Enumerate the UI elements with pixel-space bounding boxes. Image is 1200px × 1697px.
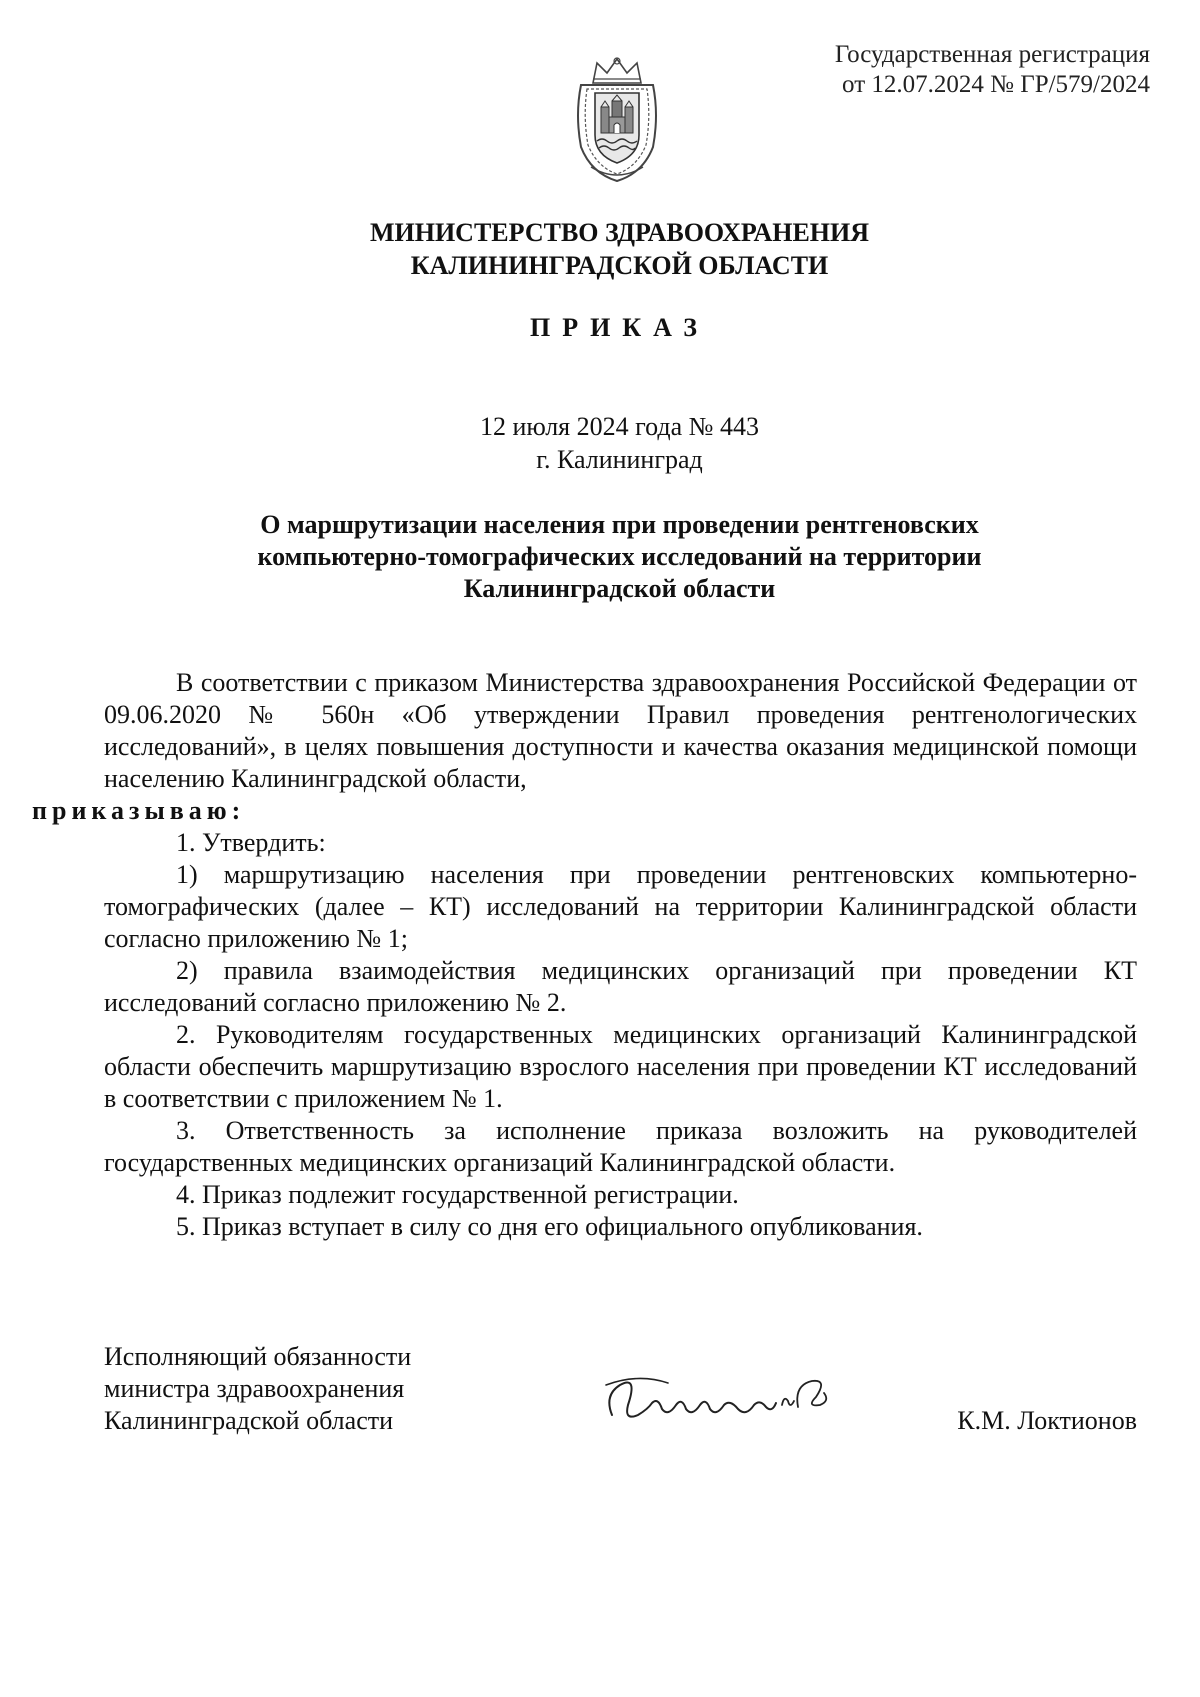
- registration-stamp: [760, 40, 1150, 100]
- item-1-2: 2) правила взаимодействия медицинских организаций при проведении КТ исследований согласно приложению № 2.: [104, 956, 1137, 1017]
- position-line-2: министра здравоохранения: [104, 1374, 405, 1403]
- subject-line-1: О маршрутизации населения при проведении рентгеновских: [260, 510, 979, 539]
- city: г. Калининград: [536, 445, 703, 474]
- preamble-paragraph: [32, 667, 1137, 827]
- order-body: [32, 667, 1137, 1243]
- ministry-title: [100, 216, 1139, 282]
- order-word: приказываю:: [32, 796, 246, 825]
- subject-line-3: Калининградской области: [463, 574, 776, 603]
- position-line-1: Исполняющий обязанности: [104, 1342, 412, 1371]
- preamble-text: В соответствии с приказом Министерства здравоохранения Российской Федерации от 09.06.2020 № 560н «Об утверждении Правил проведения рентгенологических исследований», в целях повышения доступности и качества оказания медицинской помощи населению Калининградской области,: [104, 668, 1137, 793]
- position-line-3: Калининградской области: [104, 1406, 394, 1435]
- order-subject: [160, 509, 1079, 605]
- ministry-line-1: МИНИСТЕРСТВО ЗДРАВООХРАНЕНИЯ: [369, 218, 870, 247]
- document-type: ПРИКАЗ: [529, 313, 710, 342]
- subject-line-2: компьютерно-томографических исследований на территории: [257, 542, 982, 571]
- date-number: 12 июля 2024 года № 443: [480, 412, 759, 441]
- date-and-place: [100, 410, 1139, 476]
- handwritten-signature-icon: [598, 1355, 848, 1435]
- item-3: 3. Ответственность за исполнение приказа возложить на руководителей государственных медицинских организаций Калининградской области.: [104, 1116, 1137, 1177]
- registration-line-2: от 12.07.2024 № ГР/579/2024: [842, 71, 1150, 98]
- ministry-line-2: КАЛИНИНГРАДСКОЙ ОБЛАСТИ: [410, 251, 829, 280]
- signer-position: [104, 1341, 411, 1437]
- registration-line-1: Государственная регистрация: [834, 41, 1150, 68]
- item-2: 2. Руководителям государственных медицинских организаций Калининградской области обеспечить маршрутизацию взрослого населения при проведении КТ исследований в соответствии с приложением № 1.: [104, 1020, 1137, 1113]
- item-1: 1. Утвердить:: [176, 828, 326, 857]
- item-4: 4. Приказ подлежит государственной регистрации.: [176, 1180, 739, 1209]
- item-5: 5. Приказ вступает в силу со дня его официального опубликования.: [176, 1212, 923, 1241]
- kaliningrad-coat-of-arms-icon: [571, 55, 663, 185]
- item-1-1: 1) маршрутизацию населения при проведении рентгеновских компьютерно-томографических (далее – КТ) исследований на территории Калининградской области согласно приложению № 1;: [104, 860, 1137, 953]
- signer-name: К.М. Локтионов: [957, 1406, 1137, 1435]
